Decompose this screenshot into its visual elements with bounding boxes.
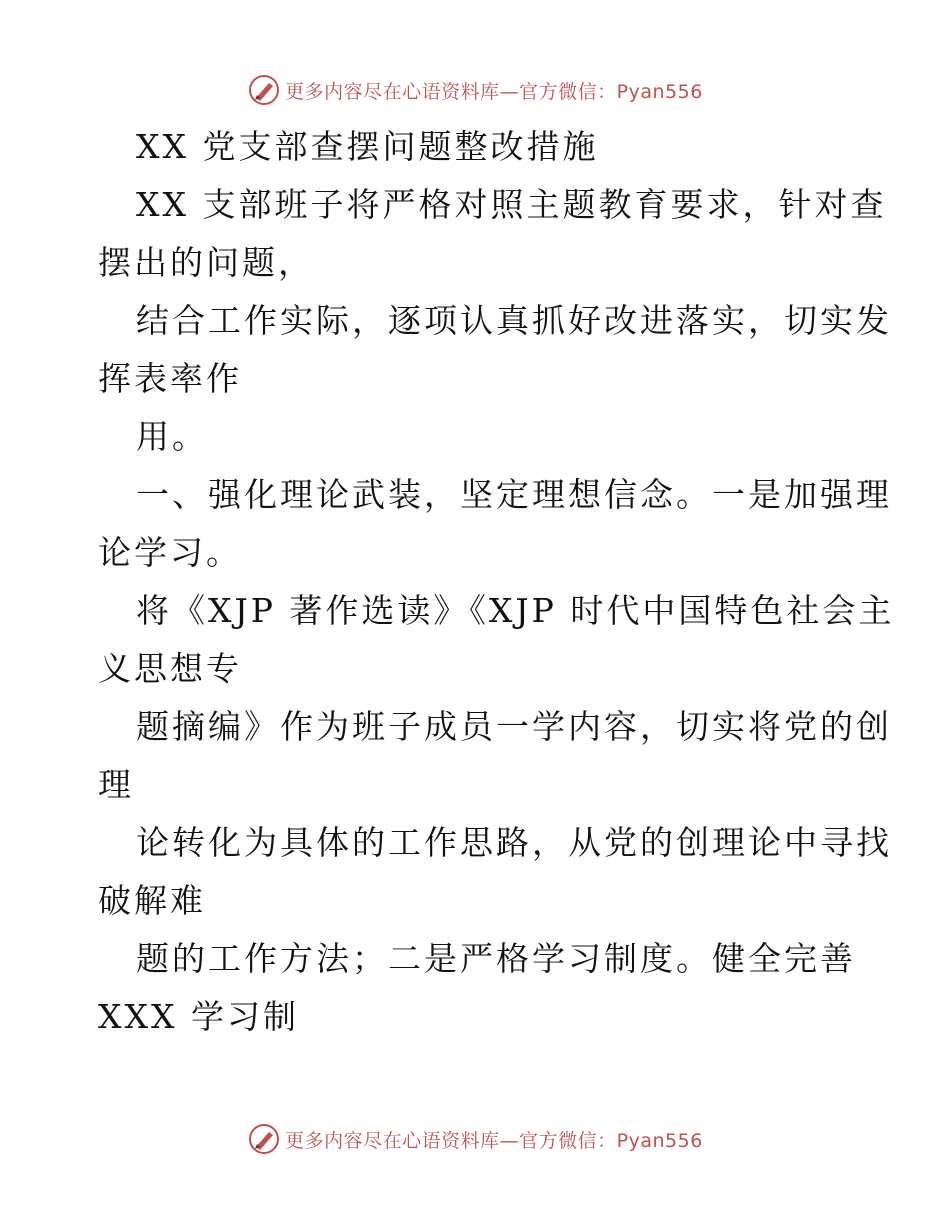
- paragraph-line: 用。: [136, 417, 208, 456]
- paragraph-line: 论转化为具体的工作思路，从党的创理论中寻找: [136, 823, 892, 862]
- header-watermark: [0, 70, 950, 110]
- paragraph-line: 论学习。: [98, 533, 242, 572]
- document-body: [98, 118, 895, 1046]
- paragraph-line: XX 支部班子将严格对照主题教育要求，针对查: [136, 185, 887, 224]
- paragraph-line: XXX 学习制: [98, 997, 299, 1036]
- paragraph-line: 题摘编》作为班子成员一学内容，切实将党的创: [136, 707, 892, 746]
- paragraph-line: 结合工作实际，逐项认真抓好改进落实，切实发: [136, 301, 892, 340]
- paragraph-line: 挥表率作: [98, 359, 242, 398]
- section-heading-line: 一、强化理论武装，坚定理想信念。一是加强理: [136, 475, 892, 514]
- paragraph-line: 将《XJP 著作选读》《XJP 时代中国特色社会主: [136, 591, 895, 630]
- pen-logo-icon: [247, 73, 281, 107]
- footer-watermark-text: 更多内容尽在心语资料库—官方微信：Pyan556: [285, 1129, 703, 1152]
- pen-logo-icon: [247, 1122, 281, 1156]
- paragraph-line: 摆出的问题，: [98, 243, 314, 282]
- document-title: XX 党支部查摆问题整改措施: [136, 127, 599, 166]
- paragraph-line: 义思想专: [98, 649, 242, 688]
- footer-watermark: [0, 1119, 950, 1159]
- paragraph-line: 题的工作方法；二是严格学习制度。健全完善: [136, 939, 856, 978]
- paragraph-line: 破解难: [98, 881, 206, 920]
- paragraph-line: 理: [98, 765, 134, 804]
- header-watermark-text: 更多内容尽在心语资料库—官方微信：Pyan556: [285, 80, 703, 103]
